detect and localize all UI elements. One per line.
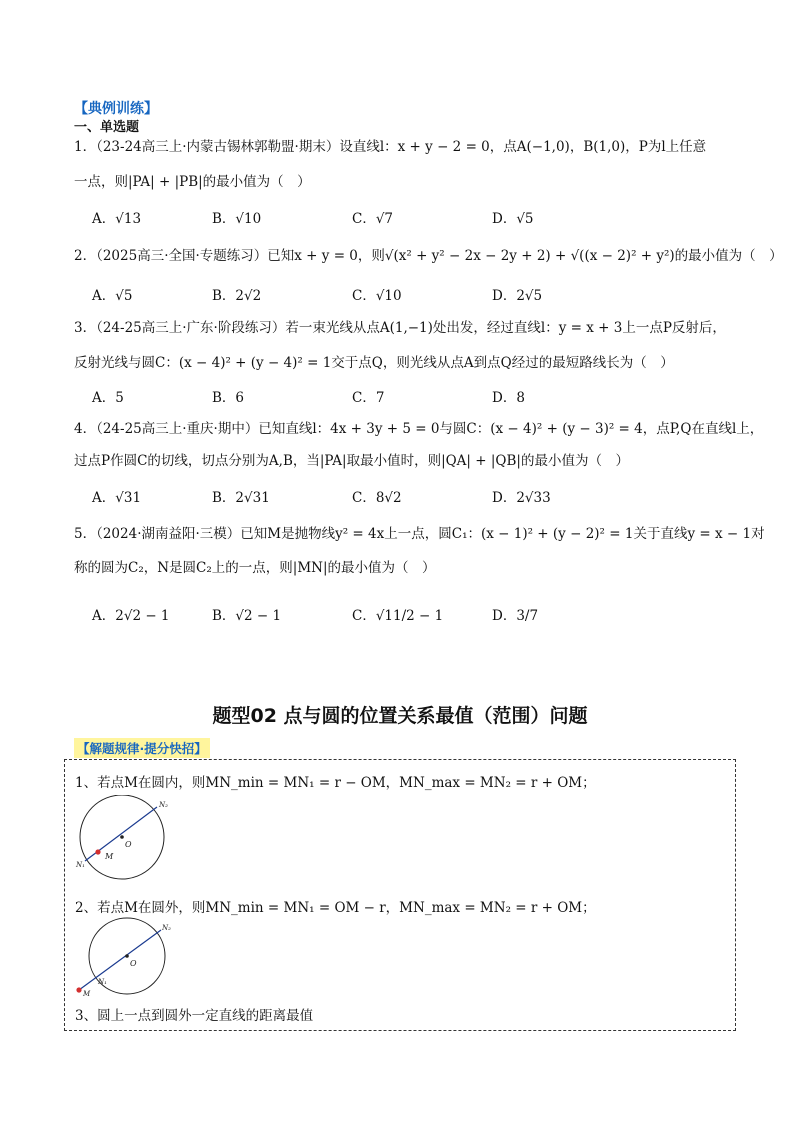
diameter-segment — [79, 930, 161, 990]
section-subheading: 一、单选题 — [74, 120, 140, 135]
point-m-label: M — [83, 990, 91, 996]
option-a[interactable]: A．√13 — [92, 211, 142, 227]
point-m-dot — [76, 987, 81, 992]
option-a[interactable]: A．5 — [92, 390, 124, 406]
question-3-line-1: 3．（24-25高三上·广东·阶段练习）若一束光线从点A(1,−1)处出发，经过直线l：y = x + 3上一点P反射后， — [74, 320, 726, 336]
option-c[interactable]: C．√7 — [352, 211, 394, 227]
n2-label: N₂ — [159, 801, 168, 809]
question-2-line-1: 2．（2025高三·全国·专题练习）已知x + y = 0，则√(x² + y² − 2x − 2y + 2) + √((x − 2)² + y²)的最小值为（ ） — [74, 248, 783, 264]
question-3-options — [92, 386, 732, 408]
n2-label: N₂ — [162, 924, 171, 932]
question-5-line-1: 5．（2024·湖南益阳·三模）已知M是抛物线y² = 4x上一点，圆C₁：(x − 1)² + (y − 2)² = 1关于直线y = x − 1对 — [74, 526, 765, 542]
question-3-line-2: 反射光线与圆C：(x − 4)² + (y − 4)² = 1交于点Q，则光线从点A到点Q经过的最短路线长为（ ） — [74, 355, 674, 371]
option-c[interactable]: C．8√2 — [352, 490, 402, 506]
point-m-label: M — [105, 852, 114, 861]
topic-title: 题型02 点与圆的位置关系最值（范围）问题 — [212, 705, 588, 727]
question-1-line-2: 一点，则|PA| + |PB|的最小值为（ ） — [74, 174, 311, 190]
question-4-line-1: 4．（24-25高三上·重庆·期中）已知直线l：4x + 3y + 5 = 0与圆C：(x − 4)² + (y − 3)² = 4，点P,Q在直线l上， — [74, 421, 764, 437]
option-b[interactable]: B．2√31 — [212, 490, 270, 506]
center-dot — [125, 954, 129, 958]
tip-item-3: 3、圆上一点到圆外一定直线的距离最值 — [75, 1008, 314, 1024]
inside-point-diagram — [75, 795, 175, 895]
option-d[interactable]: D．2√5 — [492, 288, 543, 304]
option-d[interactable]: D．2√33 — [492, 490, 551, 506]
n1-label: N₁ — [98, 978, 107, 986]
option-b[interactable]: B．√2 − 1 — [212, 608, 282, 624]
option-d[interactable]: D．3/7 — [492, 608, 539, 624]
option-b[interactable]: B．√10 — [212, 211, 262, 227]
center-label: O — [130, 959, 137, 968]
tips-label: 【解题规律·提分快招】 — [74, 738, 210, 758]
option-b[interactable]: B．2√2 — [212, 288, 262, 304]
tip-item-1: 1、若点M在圆内，则MN_min = MN₁ = r − OM，MN_max = MN₂ = r + OM； — [75, 775, 596, 791]
question-4-line-2: 过点P作圆C的切线，切点分别为A,B，当|PA|取最小值时，则|QA| + |QB|的最小值为（ ） — [74, 453, 629, 469]
question-1-line-1: 1．（23-24高三上·内蒙古锡林郭勒盟·期末）设直线l：x + y − 2 = 0，点A(−1,0)，B(1,0)，P为l上任意 — [74, 139, 707, 155]
option-a[interactable]: A．√31 — [92, 490, 142, 506]
n1-label: N₁ — [76, 861, 85, 869]
question-1-options — [92, 207, 732, 229]
option-c[interactable]: C．√11/2 − 1 — [352, 608, 444, 624]
question-2-options — [92, 284, 732, 306]
tips-box — [64, 759, 736, 1031]
question-5-line-2: 称的圆为C₂，N是圆C₂上的一点，则|MN|的最小值为（ ） — [74, 560, 436, 576]
option-d[interactable]: D．√5 — [492, 211, 534, 227]
outside-point-diagram — [73, 916, 173, 996]
option-c[interactable]: C．7 — [352, 390, 385, 406]
option-d[interactable]: D．8 — [492, 390, 525, 406]
option-a[interactable]: A．2√2 − 1 — [92, 608, 170, 624]
center-dot — [120, 835, 124, 839]
question-5-options — [92, 604, 732, 626]
option-b[interactable]: B．6 — [212, 390, 245, 406]
center-label: O — [125, 840, 132, 849]
option-c[interactable]: C．√10 — [352, 288, 402, 304]
point-m-dot — [95, 849, 100, 854]
tip-item-2: 2、若点M在圆外，则MN_min = MN₁ = OM − r，MN_max = MN₂ = r + OM； — [75, 900, 596, 916]
question-4-options — [92, 486, 732, 508]
section-label: 【典例训练】 — [74, 101, 158, 117]
option-a[interactable]: A．√5 — [92, 288, 133, 304]
